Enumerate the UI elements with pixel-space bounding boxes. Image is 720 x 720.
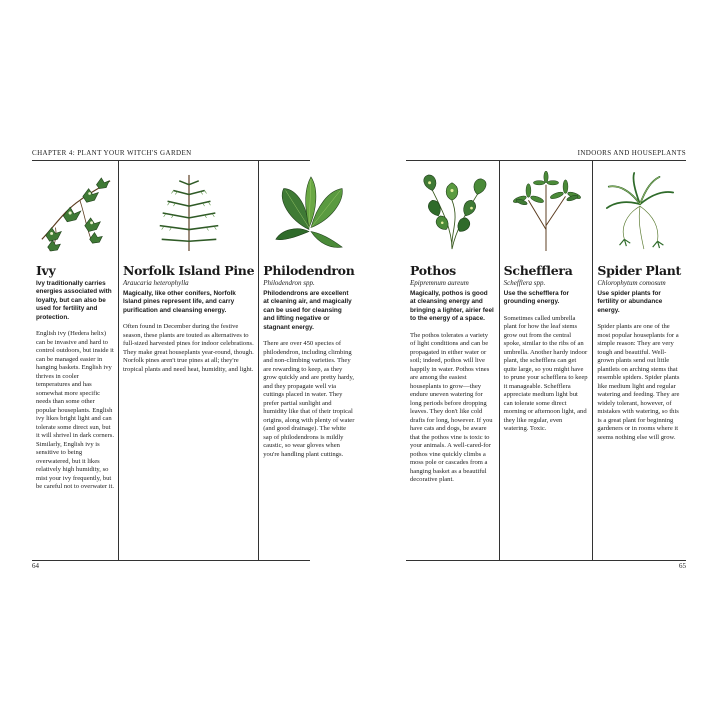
- page-number-left: 64: [32, 562, 39, 570]
- plant-scientific-name: Epipremnum aureum: [410, 279, 469, 287]
- plant-body: The pothos tolerates a variety of light conditions and can be propagated in either water or soil; indeed, pothos will live happily in water. Pothos vines are among the easiest houseplants to grow—they endure uneven watering for long periods before dropping leaves. They don't like cold drafts for long, however. If you have cats and dogs, be aware that the pothos vine is toxic to your animals. A well-cared-for pothos vine quickly climbs a moss pole or cascades from a hanging basket as a beautiful decorative plant.: [410, 331, 493, 484]
- plant-scientific-name: Chlorophytum comosum: [597, 279, 666, 287]
- plant-body: Often found in December during the festive season, these plants are touted as alternatives to full-sized harvested pines for indoor celebrations. They make great houseplants year-round, though. Norfolk pines aren't true pines at all; they're tropical plants and need heat, humidity, and light.: [123, 323, 254, 373]
- plant-column-spider-plant: [592, 161, 686, 560]
- running-head-text: CHAPTER 4: PLANT YOUR WITCH'S GARDEN: [32, 149, 192, 157]
- plant-columns: [32, 161, 355, 561]
- running-head-left: [32, 148, 310, 161]
- norfolk-pine-illustration: [123, 167, 254, 257]
- plant-name: Spider Plant: [597, 263, 681, 278]
- ivy-illustration: [36, 167, 114, 257]
- plant-body: Sometimes called umbrella plant for how the leaf stems grow out from the central spoke, similar to the ribs of an umbrella. Another hardy indoor plant, the schefflera can get quite large, so you might have to prune your schefflera to keep it manageable. Schefflera appreciate medium light but can tolerate some direct morning or afternoon light, and they like regular, even watering. Toxic.: [503, 314, 588, 433]
- left-page: [32, 148, 355, 570]
- plant-name: Norfolk Island Pine: [123, 263, 255, 278]
- plant-scientific-name: Araucaria heterophylla: [123, 279, 189, 287]
- plant-intro: Magically, like other conifers, Norfolk Island pines represent life, and carry purification and cleansing energy.: [123, 290, 236, 314]
- plant-body: There are over 450 species of philodendron, including climbing and non-climbing varieties. They are rewarding to keep, as they grow quickly and are pretty hardy, and they propagate well via cuttings placed in water. They prefer partial sunlight and humidity like that of their tropical origins, along with plenty of water (and good drainage). The white sap of philodendrons is mildly caustic, so wear gloves when you're handling plant cuttings.: [263, 340, 355, 458]
- plant-body: Spider plants are one of the most popular houseplants for a simple reason: They are very tough and beautiful. Well-grown plants send out little plantlets on arching stems that resemble spiders. Spider plants like medium light and regular watering and feeding. They are widely tolerant, however, of mistakes with watering, so this is a great plant for beginning gardeners or in rooms where it seems nothing else will grow.: [597, 323, 680, 441]
- plant-name: Schefflera: [503, 263, 573, 278]
- running-head-text: INDOORS AND HOUSEPLANTS: [577, 149, 686, 157]
- plant-body: English ivy (Hedera helix) can be invasive and hard to control outdoors, but inside it can be managed easier in hanging baskets. English ivy thrives in cooler temperatures and has somewhat more specific needs than some other popular houseplants. English ivy likes bright light and can tolerate some direct sun, but it will shrivel in dark corners. Similarly, English ivy is sensitive to being overwatered, but it likes relatively high humidity, so mist your ivy frequently, but be careful not to overwater it.: [36, 330, 115, 491]
- plant-name: Ivy: [36, 263, 56, 278]
- running-head-right: [406, 148, 686, 161]
- plant-column-pothos: [406, 161, 499, 560]
- plant-scientific-name: Philodendron spp.: [263, 279, 315, 287]
- spider-plant-illustration: [597, 167, 682, 257]
- schefflera-illustration: [504, 167, 589, 257]
- plant-column-schefflera: [499, 161, 593, 560]
- plant-intro: Magically, pothos is good at cleansing energy and bringing a lighter, airier feel to the energy of a space.: [410, 290, 494, 323]
- philodendron-illustration: [263, 167, 354, 257]
- plant-column-ivy: [32, 161, 118, 560]
- plant-columns: [406, 161, 686, 561]
- plant-column-philodendron: [258, 161, 358, 560]
- page-number-right: 65: [679, 562, 686, 570]
- plant-intro: Philodendrons are excellent at cleaning air, and magically can be used for cleansing and lifting negative or stagnant energy.: [263, 290, 352, 331]
- plant-name: Philodendron: [263, 263, 355, 278]
- right-page: [406, 148, 686, 570]
- plant-intro: Use spider plants for fertility or abundance energy.: [597, 290, 663, 314]
- plant-intro: Ivy traditionally carries energies associated with loyalty, but can also be used for fertility and protection.: [36, 280, 112, 321]
- plant-intro: Use the schefflera for grounding energy.: [503, 290, 570, 306]
- pothos-illustration: [410, 167, 495, 257]
- plant-scientific-name: Schefflera spp.: [503, 279, 546, 287]
- plant-name: Pothos: [410, 263, 456, 278]
- plant-column-norfolk-pine: [118, 161, 258, 560]
